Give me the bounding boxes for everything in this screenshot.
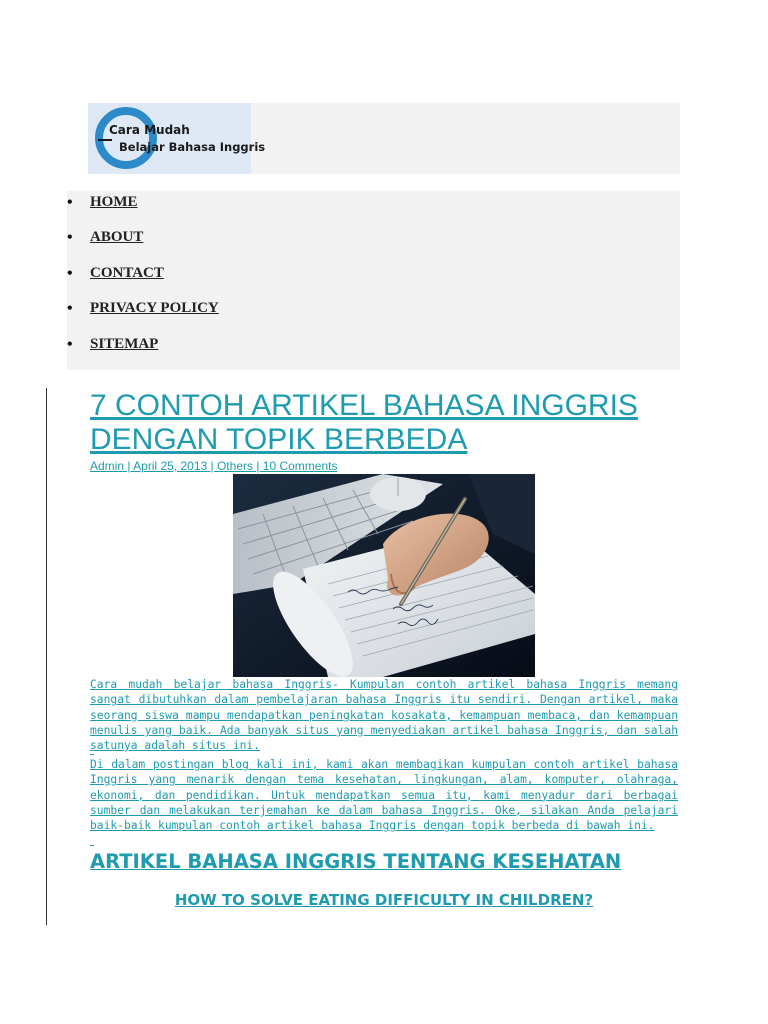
intro-paragraph[interactable]: Cara mudah belajar bahasa Inggris- Kumpulan contoh artikel bahasa Inggris memang sangat dibutuhkan dalam pembelajaran bahasa Inggris itu sendiri. Dengan artikel, maka seorang siswa mampu mendapatkan peningkatan kosakata, kemampuan membaca, dan kemampuan menulis yang baik. Ada banyak situs yang menyediakan artikel bahasa Inggris, dan salah satunya adalah situs ini.	[90, 678, 678, 753]
nav-link-sitemap[interactable]: SITEMAP	[90, 336, 159, 352]
site-header	[88, 103, 680, 174]
bullet-icon: •	[67, 300, 73, 317]
logo-line-1: Cara Mudah	[109, 123, 190, 137]
bullet-icon: •	[67, 265, 73, 282]
nav-link-about[interactable]: ABOUT	[90, 229, 144, 245]
main-navigation	[67, 191, 680, 370]
post-title-link[interactable]: 7 CONTOH ARTIKEL BAHASA INGGRIS DENGAN TOPIK BERBEDA	[90, 389, 638, 456]
second-paragraph[interactable]: Di dalam postingan blog kali ini, kami akan membagikan kumpulan contoh artikel bahasa Inggris yang menarik dengan tema kesehatan, lingkungan, alam, komputer, olahraga, ekonomi, dan pendidikan. Untuk mendapatkan semua itu, kami menyadur dari berbagai sumber dan melakukan terjemahan ke dalam bahasa Inggris. Oke, silakan Anda pelajari baik-baik kumpulan contoh artikel bahasa Inggris dengan topik berbeda di bawah ini.	[90, 758, 678, 833]
site-logo[interactable]	[88, 103, 266, 174]
logo-circle-icon	[95, 107, 157, 169]
content-left-border	[46, 388, 47, 925]
nav-link-privacy-policy[interactable]: PRIVACY POLICY	[90, 300, 219, 316]
article-subheading	[0, 891, 768, 909]
section-heading-kesehatan[interactable]: ARTIKEL BAHASA INGGRIS TENTANG KESEHATAN	[90, 850, 622, 873]
paragraph-separator	[90, 754, 94, 755]
nav-link-contact[interactable]: CONTACT	[90, 265, 164, 281]
nav-link-home[interactable]: HOME	[90, 194, 138, 210]
post-meta[interactable]: Admin | April 25, 2013 | Others | 10 Comments	[90, 459, 338, 473]
article-subheading-link[interactable]: HOW TO SOLVE EATING DIFFICULTY IN CHILDREN?	[174, 891, 594, 909]
hand-writing-on-paper-with-keyboard-image	[233, 474, 535, 677]
bullet-icon: •	[67, 229, 73, 246]
bullet-icon: •	[67, 336, 73, 353]
logo-underline	[98, 139, 112, 141]
bullet-icon: •	[67, 194, 73, 211]
logo-line-2: Belajar Bahasa Inggris	[119, 140, 266, 154]
paragraph-separator	[90, 845, 94, 846]
post-featured-image	[233, 474, 535, 677]
